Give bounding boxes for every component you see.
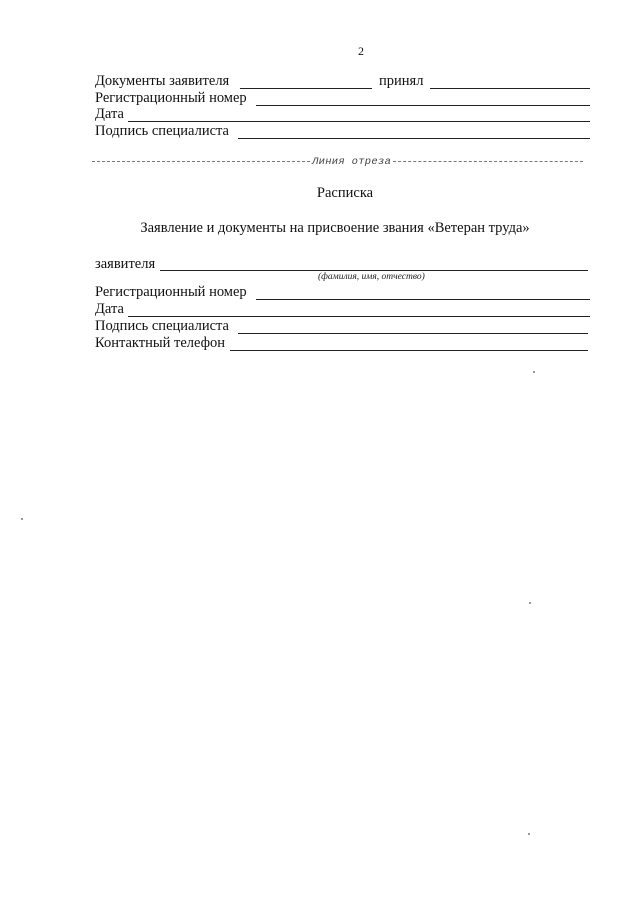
date-field-line[interactable] xyxy=(128,121,590,122)
cut-line-dashes-right xyxy=(393,161,583,162)
specialist-signature-field-line[interactable] xyxy=(238,138,590,139)
receipt-reg-number-label: Регистрационный номер xyxy=(95,284,247,300)
cut-line-dashes-left xyxy=(92,161,310,162)
applicant-field-line[interactable] xyxy=(160,270,588,271)
accepted-label: принял xyxy=(379,73,424,89)
specialist-signature-label: Подпись специалиста xyxy=(95,123,229,139)
receipt-reg-number-field-line[interactable] xyxy=(256,299,590,300)
receipt-specialist-signature-field-line[interactable] xyxy=(238,333,588,334)
receipt-specialist-signature-label: Подпись специалиста xyxy=(95,318,229,334)
scan-speck xyxy=(21,518,23,520)
scan-speck xyxy=(528,833,530,835)
receipt-title: Расписка xyxy=(316,185,374,201)
contact-phone-field-line[interactable] xyxy=(230,350,588,351)
accepted-field-line[interactable] xyxy=(430,88,590,89)
documents-field-line[interactable] xyxy=(240,88,372,89)
contact-phone-label: Контактный телефон xyxy=(95,335,226,351)
scan-speck xyxy=(529,602,531,604)
receipt-subtitle: Заявление и документы на присвоение звания «Ветеран труда» xyxy=(140,220,530,236)
receipt-date-label: Дата xyxy=(95,301,124,317)
cut-line xyxy=(92,156,592,168)
reg-number-label: Регистрационный номер xyxy=(95,90,247,106)
receipt-date-field-line[interactable] xyxy=(128,316,590,317)
documents-label: Документы заявителя xyxy=(95,73,230,89)
reg-number-field-line[interactable] xyxy=(256,105,590,106)
applicant-label: заявителя xyxy=(95,256,156,272)
applicant-hint: (фамилия, имя, отчество) xyxy=(318,272,425,282)
cut-line-label: Линия отреза xyxy=(312,156,392,168)
scan-speck xyxy=(533,371,535,373)
page-number: 2 xyxy=(358,44,364,58)
date-label: Дата xyxy=(95,106,124,122)
